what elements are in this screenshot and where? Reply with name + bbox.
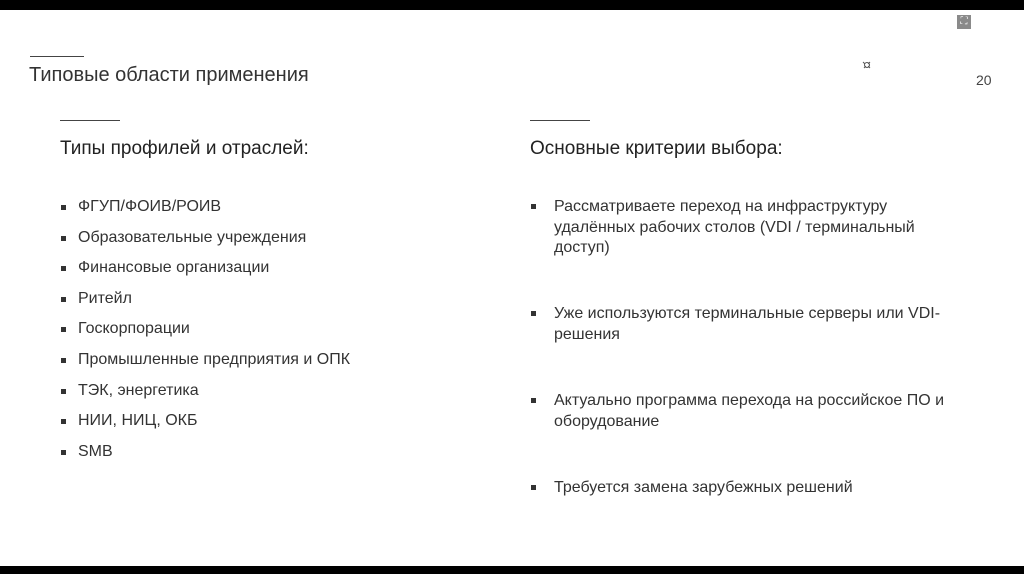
list-item: Госкорпорации [60, 318, 480, 349]
right-heading-rule [530, 120, 590, 121]
bullet-icon [61, 389, 66, 394]
list-item: SMB [60, 441, 480, 472]
list-item: Ритейл [60, 288, 480, 319]
bullet-icon [61, 297, 66, 302]
cursor-icon [862, 60, 872, 70]
right-column-heading: Основные критерии выбора: [530, 138, 783, 159]
list-item: Требуется замена зарубежных решений [530, 478, 954, 499]
bullet-icon [61, 358, 66, 363]
slide-title: Типовые области применения [29, 64, 309, 86]
page-number: 20 [976, 72, 992, 88]
fullscreen-icon[interactable]: ⛶ [957, 15, 971, 29]
left-heading-rule [60, 120, 120, 121]
list-item: Образовательные учреждения [60, 227, 480, 258]
list-item: Уже используются терминальные серверы или VDI-решения [530, 304, 954, 345]
list-item: ФГУП/ФОИВ/РОИВ [60, 196, 480, 227]
title-rule [30, 56, 84, 57]
bullet-icon [61, 327, 66, 332]
list-item: Актуально программа перехода на российское ПО и оборудование [530, 391, 954, 432]
bullet-icon [61, 205, 66, 210]
bullet-icon [61, 419, 66, 424]
bullet-icon [531, 485, 536, 490]
list-item: Рассматриваете переход на инфраструктуру удалённых рабочих столов (VDI / терминальный доступ) [530, 197, 954, 259]
list-item: Финансовые организации [60, 257, 480, 288]
industry-list [60, 196, 480, 471]
left-column-heading: Типы профилей и отраслей: [60, 138, 309, 159]
bullet-icon [61, 236, 66, 241]
slide [0, 10, 1024, 566]
bullet-icon [531, 398, 536, 403]
bullet-icon [61, 450, 66, 455]
list-item: ТЭК, энергетика [60, 380, 480, 411]
bullet-icon [61, 266, 66, 271]
list-item: Промышленные предприятия и ОПК [60, 349, 480, 380]
list-item: НИИ, НИЦ, ОКБ [60, 410, 480, 441]
bullet-icon [531, 204, 536, 209]
bullet-icon [531, 311, 536, 316]
